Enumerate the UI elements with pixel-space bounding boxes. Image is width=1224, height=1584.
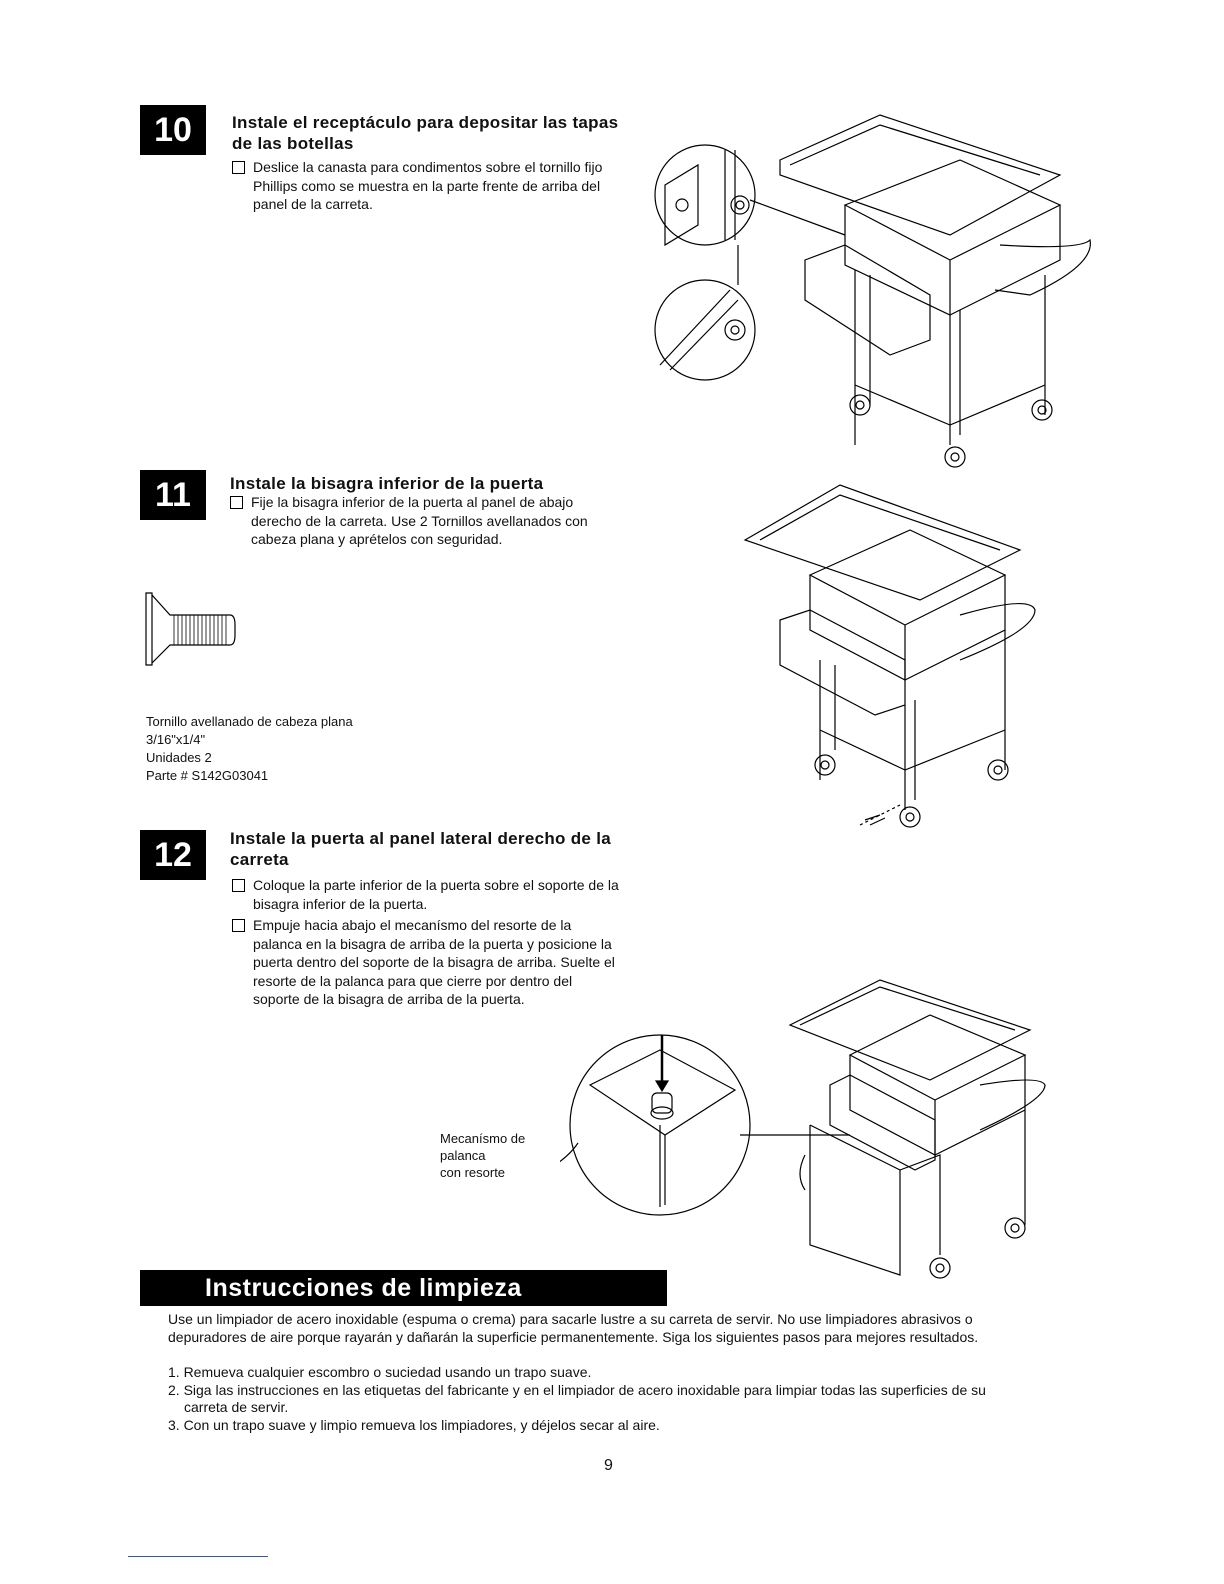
step-12-title: Instale la puerta al panel lateral derecho de la carreta [230,829,611,869]
step-11-cart-illustration [740,480,1040,840]
part-size: 3/16"x1/4" [146,732,206,747]
cleaning-step-3: 3. Con un trapo suave y limpio remueva los limpiadores, y déjelos secar al aire. [168,1416,660,1433]
step-10-item: Deslice la canasta para condimentos sobre el tornillo fijo Phillips como se muestra en la parte frente de arriba del panel de la carreta. [232,158,622,214]
cleaning-steps [168,1364,988,1434]
detail-circle-bottom [655,280,755,380]
part-name: Tornillo avellanado de cabeza plana [146,714,353,729]
step-11-item: Fije la bisagra inferior de la puerta al panel de abajo derecho de la carreta. Use 2 Tornillos avellanados con cabeza plana y aprételos con seguridad. [230,493,620,549]
step-12-cart-illustration [560,975,1060,1285]
step-10-title: Instale el receptáculo para depositar las tapas de las botellas [232,113,619,153]
cleaning-intro: Use un limpiador de acero inoxidable (espuma o crema) para sacarle lustre a su carreta de servir. No use limpiadores abrasivos o depuradores de aire porque rayarán y dañarán la superficie permanentemente. Siga los siguientes pasos para mejores resultados. [168,1311,979,1345]
step-12-item-1: Coloque la parte inferior de la puerta sobre el soporte de la bisagra inferior de la puerta. [232,876,622,913]
part-spec [146,713,353,785]
checkbox-icon [230,496,243,509]
part-number: Parte # S142G03041 [146,768,269,783]
flat-head-screw-icon [140,585,240,675]
step-10-number: 10 [140,105,206,155]
checkbox-icon [232,919,245,932]
spring-lever-callout: Mecanísmo de palanca con resorte [440,1131,526,1180]
step-11-number: 11 [140,470,206,520]
step-10-cart-illustration [640,105,1100,475]
cleaning-step-2: 2. Siga las instrucciones en las etiquetas del fabricante y en el limpiador de acero inoxidable para limpiar todas las superficies de su carreta de servir. [168,1381,986,1415]
step-12-number: 12 [140,830,206,880]
checkbox-icon [232,161,245,174]
footer-rule [128,1556,268,1557]
part-units: Unidades 2 [146,750,212,765]
step-11-title: Instale la bisagra inferior de la puerta [230,474,544,493]
cleaning-step-1: 1. Remueva cualquier escombro o suciedad usando un trapo suave. [168,1364,592,1380]
checkbox-icon [232,879,245,892]
cleaning-heading: Instrucciones de limpieza [140,1270,667,1306]
detail-circle-top [655,145,755,245]
page-number: 9 [604,1457,613,1474]
step-12-item-2: Empuje hacia abajo el mecanísmo del resorte de la palanca en la bisagra de arriba de la puerta y posicione la puerta dentro del soporte de la bisagra de arriba. Suelte el resorte de la palanca para que cierre por dentro del soporte de la bisagra de arriba de la puerta. [232,916,622,1009]
